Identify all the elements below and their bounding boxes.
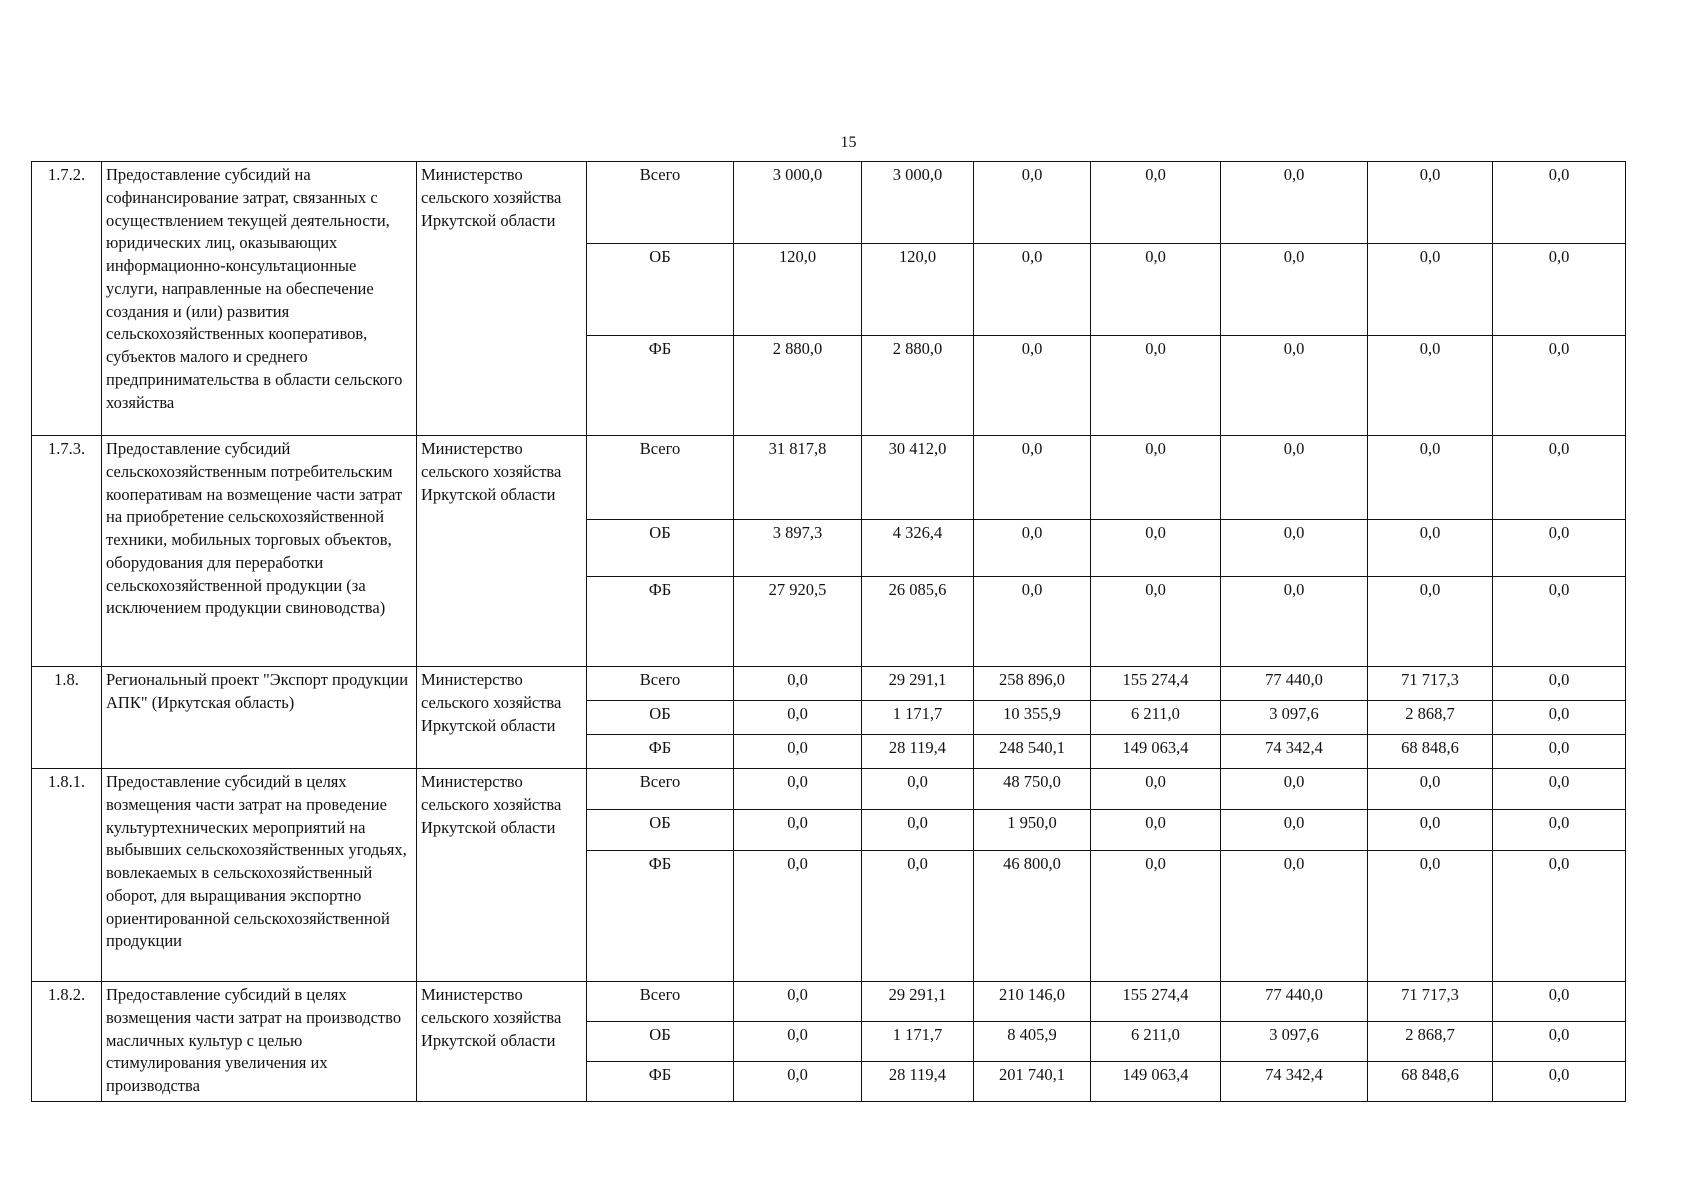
value-cell: 0,0 xyxy=(734,701,862,735)
value-cell: 0,0 xyxy=(1493,735,1626,769)
value-cell: 0,0 xyxy=(1368,520,1493,577)
value-cell: 0,0 xyxy=(734,982,862,1022)
value-cell: 155 274,4 xyxy=(1091,667,1221,701)
value-cell: 0,0 xyxy=(734,735,862,769)
value-cell: 0,0 xyxy=(1368,577,1493,667)
value-cell: 2 868,7 xyxy=(1368,1022,1493,1062)
row-code: 1.7.3. xyxy=(32,436,102,667)
value-cell: 0,0 xyxy=(1091,336,1221,436)
value-cell: 68 848,6 xyxy=(1368,1062,1493,1102)
source-label: Всего xyxy=(587,436,734,520)
value-cell: 10 355,9 xyxy=(974,701,1091,735)
source-label: ФБ xyxy=(587,735,734,769)
value-cell: 0,0 xyxy=(1221,162,1368,244)
table-row xyxy=(32,667,1626,701)
value-cell: 0,0 xyxy=(974,577,1091,667)
value-cell: 8 405,9 xyxy=(974,1022,1091,1062)
value-cell: 0,0 xyxy=(1493,520,1626,577)
value-cell: 0,0 xyxy=(1368,769,1493,810)
value-cell: 68 848,6 xyxy=(1368,735,1493,769)
value-cell: 0,0 xyxy=(1221,577,1368,667)
value-cell: 0,0 xyxy=(1091,577,1221,667)
value-cell: 29 291,1 xyxy=(862,982,974,1022)
value-cell: 149 063,4 xyxy=(1091,735,1221,769)
value-cell: 0,0 xyxy=(1493,851,1626,982)
value-cell: 0,0 xyxy=(1368,336,1493,436)
value-cell: 258 896,0 xyxy=(974,667,1091,701)
value-cell: 0,0 xyxy=(1221,520,1368,577)
source-label: Всего xyxy=(587,162,734,244)
value-cell: 31 817,8 xyxy=(734,436,862,520)
value-cell: 0,0 xyxy=(1493,982,1626,1022)
value-cell: 0,0 xyxy=(974,436,1091,520)
value-cell: 0,0 xyxy=(1091,162,1221,244)
row-name: Предоставление субсидий сельскохозяйственным потребительским кооперативам на возмещение части затрат на приобретение сельскохозяйственной техники, мобильных торговых объектов, оборудования для переработки сельскохозяйственной продукции (за исключением продукции свиноводства) xyxy=(102,436,417,667)
source-label: ОБ xyxy=(587,1022,734,1062)
value-cell: 26 085,6 xyxy=(862,577,974,667)
value-cell: 77 440,0 xyxy=(1221,667,1368,701)
table-row xyxy=(32,982,1626,1022)
value-cell: 74 342,4 xyxy=(1221,1062,1368,1102)
value-cell: 0,0 xyxy=(974,162,1091,244)
value-cell: 155 274,4 xyxy=(1091,982,1221,1022)
value-cell: 0,0 xyxy=(1493,1062,1626,1102)
value-cell: 0,0 xyxy=(862,851,974,982)
value-cell: 0,0 xyxy=(1221,336,1368,436)
row-code: 1.8.1. xyxy=(32,769,102,982)
value-cell: 71 717,3 xyxy=(1368,982,1493,1022)
value-cell: 0,0 xyxy=(1493,1022,1626,1062)
value-cell: 0,0 xyxy=(1493,244,1626,336)
table-row xyxy=(32,769,1626,810)
value-cell: 2 880,0 xyxy=(734,336,862,436)
value-cell: 0,0 xyxy=(1221,244,1368,336)
source-label: Всего xyxy=(587,667,734,701)
value-cell: 0,0 xyxy=(734,1022,862,1062)
value-cell: 28 119,4 xyxy=(862,735,974,769)
value-cell: 0,0 xyxy=(1091,810,1221,851)
value-cell: 71 717,3 xyxy=(1368,667,1493,701)
value-cell: 0,0 xyxy=(974,244,1091,336)
table-row xyxy=(32,162,1626,244)
value-cell: 0,0 xyxy=(1493,769,1626,810)
value-cell: 120,0 xyxy=(734,244,862,336)
value-cell: 3 897,3 xyxy=(734,520,862,577)
value-cell: 3 000,0 xyxy=(862,162,974,244)
source-label: ОБ xyxy=(587,244,734,336)
value-cell: 0,0 xyxy=(1221,851,1368,982)
value-cell: 4 326,4 xyxy=(862,520,974,577)
value-cell: 6 211,0 xyxy=(1091,701,1221,735)
source-label: ФБ xyxy=(587,577,734,667)
value-cell: 0,0 xyxy=(974,520,1091,577)
value-cell: 0,0 xyxy=(1221,769,1368,810)
value-cell: 0,0 xyxy=(1493,336,1626,436)
row-executor: Министерство сельского хозяйства Иркутской области xyxy=(417,162,587,436)
value-cell: 0,0 xyxy=(1368,436,1493,520)
source-label: Всего xyxy=(587,982,734,1022)
value-cell: 3 000,0 xyxy=(734,162,862,244)
value-cell: 48 750,0 xyxy=(974,769,1091,810)
value-cell: 149 063,4 xyxy=(1091,1062,1221,1102)
value-cell: 0,0 xyxy=(1493,436,1626,520)
value-cell: 0,0 xyxy=(1368,851,1493,982)
value-cell: 0,0 xyxy=(1221,810,1368,851)
source-label: ОБ xyxy=(587,520,734,577)
value-cell: 29 291,1 xyxy=(862,667,974,701)
source-label: ФБ xyxy=(587,336,734,436)
value-cell: 0,0 xyxy=(734,851,862,982)
value-cell: 0,0 xyxy=(1091,851,1221,982)
value-cell: 28 119,4 xyxy=(862,1062,974,1102)
value-cell: 0,0 xyxy=(734,810,862,851)
source-label: Всего xyxy=(587,769,734,810)
source-label: ФБ xyxy=(587,1062,734,1102)
value-cell: 0,0 xyxy=(1091,436,1221,520)
row-executor: Министерство сельского хозяйства Иркутской области xyxy=(417,982,587,1102)
value-cell: 3 097,6 xyxy=(1221,701,1368,735)
budget-table xyxy=(31,161,1626,1102)
value-cell: 2 868,7 xyxy=(1368,701,1493,735)
value-cell: 0,0 xyxy=(862,769,974,810)
value-cell: 30 412,0 xyxy=(862,436,974,520)
row-code: 1.8.2. xyxy=(32,982,102,1102)
value-cell: 0,0 xyxy=(1221,436,1368,520)
value-cell: 0,0 xyxy=(1493,162,1626,244)
value-cell: 1 171,7 xyxy=(862,1022,974,1062)
value-cell: 0,0 xyxy=(1493,701,1626,735)
value-cell: 0,0 xyxy=(1368,810,1493,851)
value-cell: 1 171,7 xyxy=(862,701,974,735)
value-cell: 3 097,6 xyxy=(1221,1022,1368,1062)
value-cell: 210 146,0 xyxy=(974,982,1091,1022)
value-cell: 0,0 xyxy=(1091,769,1221,810)
value-cell: 46 800,0 xyxy=(974,851,1091,982)
value-cell: 0,0 xyxy=(734,1062,862,1102)
value-cell: 0,0 xyxy=(1091,244,1221,336)
table-row xyxy=(32,436,1626,520)
value-cell: 77 440,0 xyxy=(1221,982,1368,1022)
row-name: Региональный проект "Экспорт продукции АПК" (Иркутская область) xyxy=(102,667,417,769)
value-cell: 0,0 xyxy=(1493,810,1626,851)
row-name: Предоставление субсидий на софинансирование затрат, связанных с осуществлением текущей деятельности, юридических лиц, оказывающих информационно-консультационные услуги, направленные на обеспечение создания и (или) развития сельскохозяйственных кооперативов, субъектов малого и среднего предпринимательства в области сельского хозяйства xyxy=(102,162,417,436)
value-cell: 27 920,5 xyxy=(734,577,862,667)
value-cell: 120,0 xyxy=(862,244,974,336)
value-cell: 0,0 xyxy=(1368,244,1493,336)
value-cell: 0,0 xyxy=(1368,162,1493,244)
value-cell: 0,0 xyxy=(862,810,974,851)
page-number: 15 xyxy=(840,134,857,151)
row-executor: Министерство сельского хозяйства Иркутской области xyxy=(417,769,587,982)
row-code: 1.8. xyxy=(32,667,102,769)
value-cell: 201 740,1 xyxy=(974,1062,1091,1102)
value-cell: 2 880,0 xyxy=(862,336,974,436)
source-label: ОБ xyxy=(587,701,734,735)
row-executor: Министерство сельского хозяйства Иркутской области xyxy=(417,667,587,769)
row-name: Предоставление субсидий в целях возмещения части затрат на производство масличных культур с целью стимулирования увеличения их производства xyxy=(102,982,417,1102)
value-cell: 6 211,0 xyxy=(1091,1022,1221,1062)
row-executor: Министерство сельского хозяйства Иркутской области xyxy=(417,436,587,667)
source-label: ОБ xyxy=(587,810,734,851)
row-name: Предоставление субсидий в целях возмещения части затрат на проведение культуртехнических мероприятий на выбывших сельскохозяйственных угодьях, вовлекаемых в сельскохозяйственный оборот, для выращивания экспортно ориентированной сельскохозяйственной продукции xyxy=(102,769,417,982)
value-cell: 1 950,0 xyxy=(974,810,1091,851)
value-cell: 0,0 xyxy=(734,667,862,701)
value-cell: 0,0 xyxy=(1493,667,1626,701)
row-code: 1.7.2. xyxy=(32,162,102,436)
value-cell: 74 342,4 xyxy=(1221,735,1368,769)
value-cell: 0,0 xyxy=(1493,577,1626,667)
value-cell: 0,0 xyxy=(974,336,1091,436)
source-label: ФБ xyxy=(587,851,734,982)
value-cell: 248 540,1 xyxy=(974,735,1091,769)
value-cell: 0,0 xyxy=(734,769,862,810)
value-cell: 0,0 xyxy=(1091,520,1221,577)
